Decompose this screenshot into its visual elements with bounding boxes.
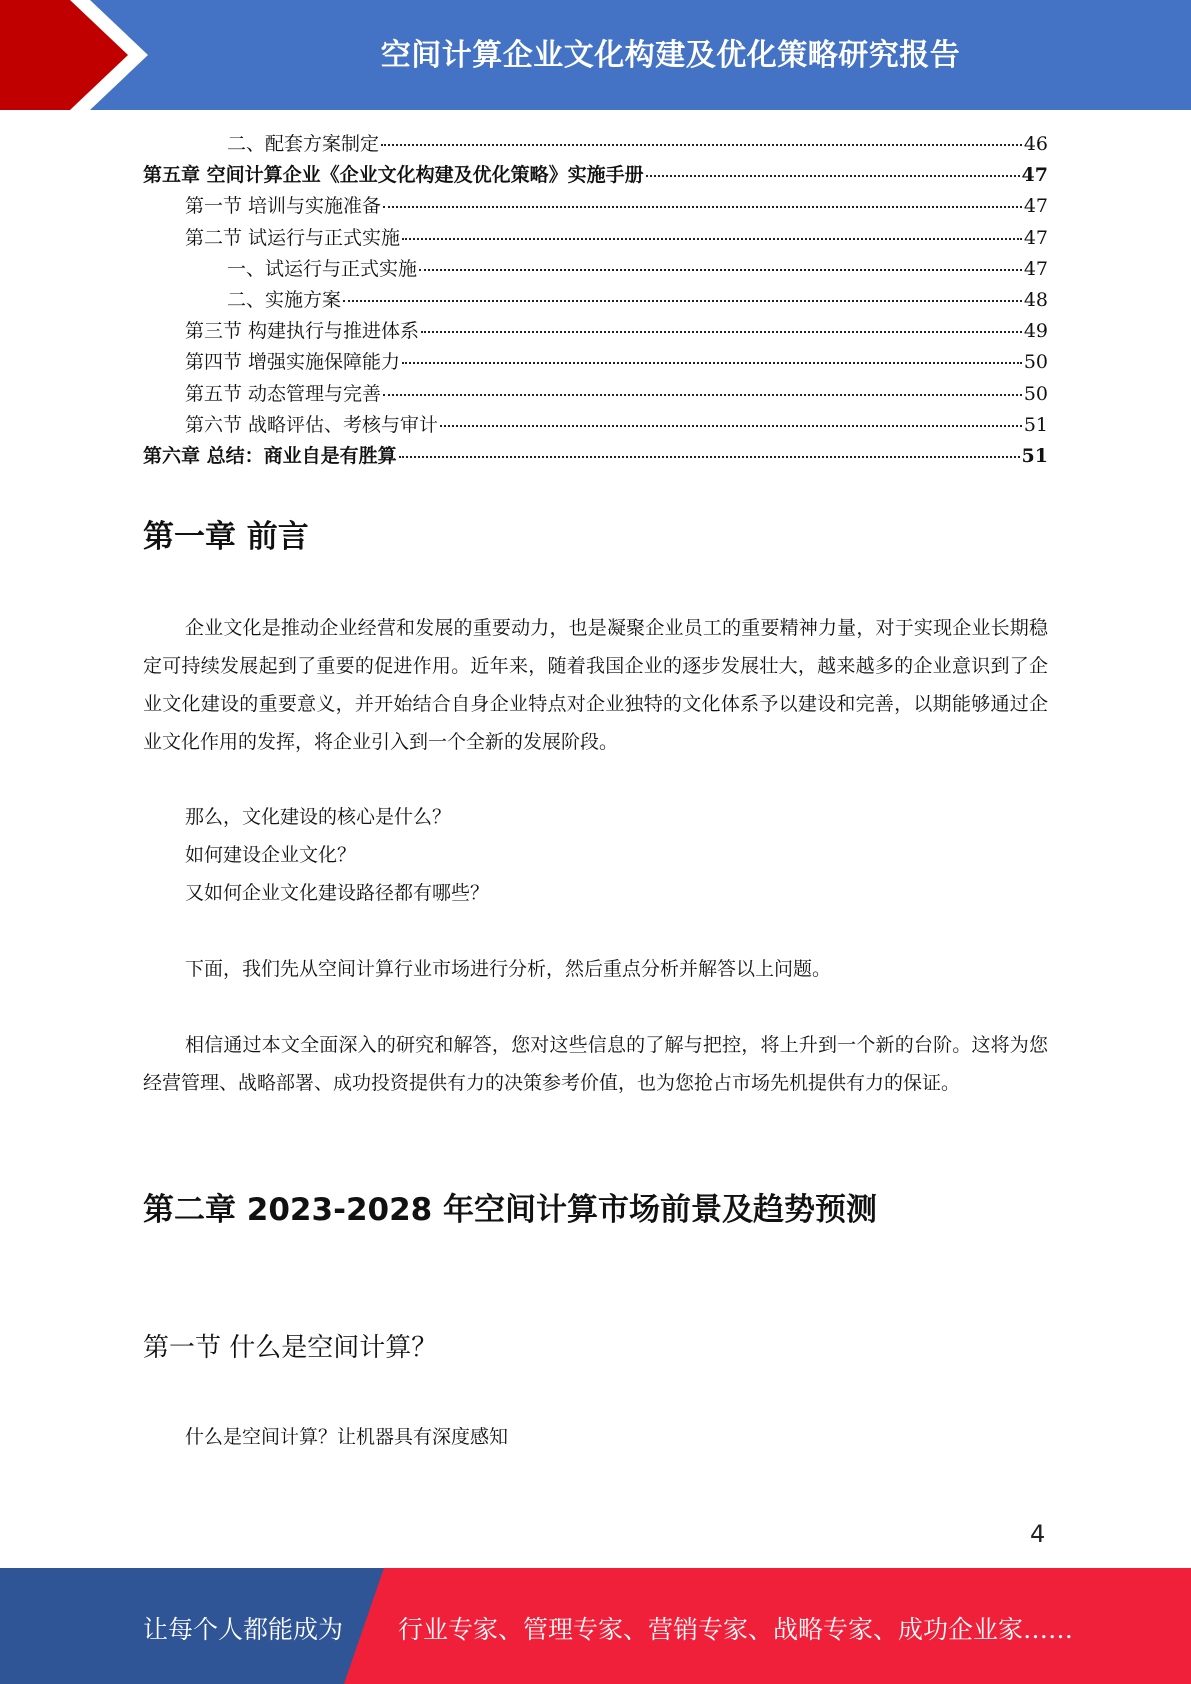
- toc-entry-page: 51: [1021, 444, 1048, 467]
- page-header: [0, 0, 1191, 110]
- toc-entry-label: 第二节 试运行与正式实施: [185, 226, 401, 249]
- page-footer: [0, 1568, 1191, 1684]
- toc-entry-label: 第三节 构建执行与推进体系: [185, 320, 420, 343]
- toc-entry-page: 50: [1023, 351, 1048, 374]
- toc-entry-label: 第一节 培训与实施准备: [185, 195, 382, 218]
- toc-entry-page: 47: [1023, 257, 1048, 280]
- body-paragraph: 下面，我们先从空间计算行业市场进行分析，然后重点分析并解答以上问题。: [185, 958, 832, 980]
- toc-entry-label: 第五章 空间计算企业《企业文化构建及优化策略》实施手册: [143, 164, 644, 187]
- chapter-heading: 第二章 2023-2028 年空间计算市场前景及趋势预测: [143, 1192, 878, 1228]
- footer-slogan-right: 行业专家、管理专家、营销专家、战略专家、成功企业家……: [398, 1615, 1074, 1644]
- toc-entry-label: 第五节 动态管理与完善: [185, 382, 382, 405]
- toc-entry[interactable]: [143, 191, 1048, 222]
- footer-slogan-left: 让每个人都能成为: [143, 1615, 344, 1644]
- toc-entry[interactable]: [143, 160, 1048, 191]
- toc-dot-leader: [383, 206, 1022, 208]
- page-number: 4: [1030, 1520, 1046, 1548]
- toc-dot-leader: [383, 394, 1022, 396]
- toc-entry[interactable]: [143, 254, 1048, 285]
- toc-entry-label: 第六章 总结：商业自是有胜算: [143, 444, 397, 467]
- toc-entry[interactable]: [143, 410, 1048, 441]
- toc-dot-leader: [402, 362, 1022, 364]
- table-of-contents: [143, 129, 1048, 472]
- toc-entry-label: 二、实施方案: [227, 288, 342, 311]
- toc-entry-label: 第六节 战略评估、考核与审计: [185, 413, 439, 436]
- question-line: 又如何企业文化建设路径都有哪些？: [185, 882, 490, 904]
- report-title: 空间计算企业文化构建及优化策略研究报告: [380, 38, 961, 73]
- chapter-heading: 第一章 前言: [143, 519, 309, 555]
- toc-entry[interactable]: [143, 379, 1048, 410]
- toc-entry-page: 51: [1023, 413, 1048, 436]
- toc-entry-page: 50: [1023, 382, 1048, 405]
- toc-entry-page: 47: [1021, 164, 1048, 187]
- toc-dot-leader: [440, 425, 1022, 427]
- toc-entry[interactable]: [143, 347, 1048, 378]
- question-line: 那么，文化建设的核心是什么？: [185, 806, 452, 828]
- toc-dot-leader: [419, 269, 1022, 271]
- body-paragraph: 相信通过本文全面深入的研究和解答，您对这些信息的了解与把控，将上升到一个新的台阶。这将为您经营管理、战略部署、成功投资提供有力的决策参考价值，也为您抢占市场先机提供有力的保证。: [143, 1034, 1048, 1094]
- toc-entry[interactable]: [143, 441, 1048, 472]
- toc-entry-page: 47: [1023, 195, 1048, 218]
- toc-entry-page: 46: [1023, 133, 1048, 155]
- toc-entry-page: 47: [1023, 226, 1048, 249]
- toc-entry[interactable]: [143, 316, 1048, 347]
- toc-entry-page: 49: [1023, 320, 1048, 343]
- toc-entry[interactable]: [143, 285, 1048, 316]
- toc-dot-leader: [402, 238, 1022, 240]
- body-line: 什么是空间计算？让机器具有深度感知: [185, 1426, 509, 1448]
- toc-entry-label: 二、配套方案制定: [227, 133, 380, 155]
- toc-dot-leader: [399, 456, 1020, 458]
- toc-dot-leader: [381, 144, 1022, 146]
- section-heading: 第一节 什么是空间计算？: [143, 1333, 438, 1363]
- body-paragraph: 企业文化是推动企业经营和发展的重要动力，也是凝聚企业员工的重要精神力量，对于实现企业长期稳定可持续发展起到了重要的促进作用。近年来，随着我国企业的逐步发展壮大，越来越多的企业意识到了企业文化建设的重要意义，并开始结合自身企业特点对企业独特的文化体系予以建设和完善，以期能够通过企业文化作用的发挥，将企业引入到一个全新的发展阶段。: [143, 617, 1048, 753]
- toc-entry[interactable]: [143, 223, 1048, 254]
- toc-entry-label: 第四节 增强实施保障能力: [185, 351, 401, 374]
- question-line: 如何建设企业文化？: [185, 844, 357, 866]
- toc-entry[interactable]: [143, 129, 1048, 160]
- toc-entry-page: 48: [1023, 288, 1048, 311]
- toc-dot-leader: [343, 300, 1022, 302]
- toc-dot-leader: [646, 175, 1020, 177]
- toc-dot-leader: [421, 331, 1022, 333]
- toc-entry-label: 一、试运行与正式实施: [227, 257, 418, 280]
